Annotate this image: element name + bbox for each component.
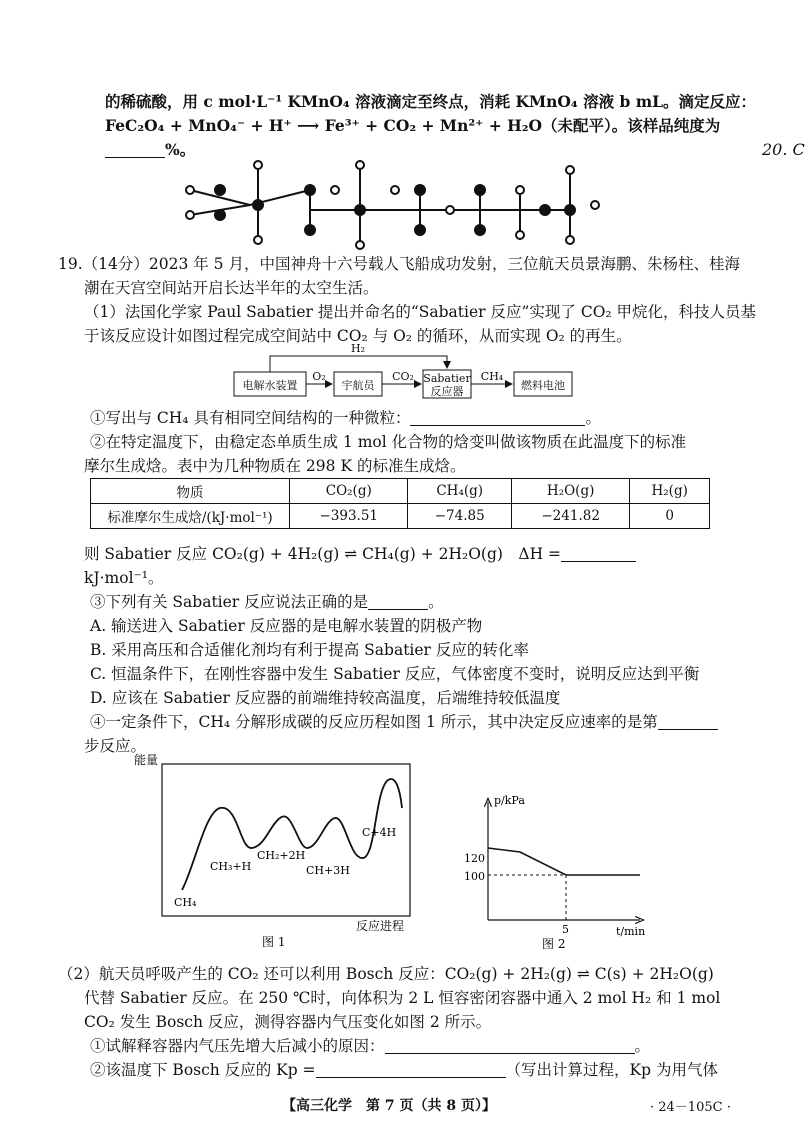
p2-q2-line [90,1060,718,1080]
fig2-xlabel: t/min [616,925,646,938]
table-header: H₂O(g) [511,479,629,504]
footer-code: · 24－105C · [650,1100,731,1115]
option-b[interactable]: B. 采用高压和合适催化剂均有利于提高 Sabatier 反应的转化率 [90,641,529,659]
top-line-2: FeC₂O₄ + MnO₄⁻ + H⁺ ⟶ Fe³⁺ + CO₂ + Mn²⁺ + H₂O（未配平）。该样品纯度为 [105,116,721,135]
flow-box-electrolysis: 电解水装置 [242,379,298,392]
fig1-label-ch3h2: CH+3H [306,864,350,877]
p2-line-2: 代替 Sabatier 反应。在 250 ℃时，向体积为 2 L 恒容密闭容器中通入 2 mol H₂ 和 1 mol [84,989,721,1007]
p2-q1-blank[interactable] [385,1037,635,1054]
flow-ch4-label: CH₄ [480,370,504,383]
pressure-curve [488,848,640,875]
table-header: CO₂(g) [290,479,408,504]
table-header: CH₄(g) [408,479,511,504]
fig1-xlabel: 反应进程 [356,919,405,933]
s1-blank[interactable] [410,409,585,426]
table-row [91,504,710,529]
top-line-3 [105,140,195,160]
s3-end: 。 [428,593,444,611]
p2-q1-end: 。 [634,1037,651,1055]
s4-text: ④一定条件下，CH₄ 分解形成碳的反应历程如图 1 所示，其中决定反应速率的是第 [90,713,658,731]
s3-blank[interactable] [368,593,428,610]
molecule-structure-image [180,160,610,250]
s2-equation-line [84,544,636,564]
s4-end: 步反应。 [84,737,147,755]
top-line-1: 的稀硫酸，用 c mol·L⁻¹ KMnO₄ 溶液滴定至终点，消耗 KMnO₄ 溶液 b mL。滴定反应： [105,92,757,111]
s4-line [90,712,718,732]
flow-box-sabatier-1: Sabatier [423,372,471,385]
enthalpy-table [90,478,710,529]
option-a[interactable]: A. 输送进入 Sabatier 反应器的是电解水装置的阴极产物 [90,617,483,635]
q19-p1-line-2: 于该反应设计如图过程完成空间站中 CO₂ 与 O₂ 的循环，从而实现 O₂ 的再生。 [84,327,632,345]
flow-box-sabatier-2: 反应器 [430,385,464,398]
table-cell: 0 [630,504,710,529]
flow-box-fuel-cell: 燃料电池 [521,379,565,392]
s3-line [90,592,444,612]
flow-h2-label: H₂ [350,342,366,355]
dh-blank[interactable] [561,545,636,562]
s3-text: ③下列有关 Sabatier 反应说法正确的是 [90,593,369,611]
margin-note: 20. C [762,140,805,159]
option-c[interactable]: C. 恒温条件下，在刚性容器中发生 Sabatier 反应，气体密度不变时，说明反应达到平衡 [90,665,700,683]
figure-2 [460,790,660,950]
fig2-caption: 图 2 [542,937,566,951]
fig2-xtick-5: 5 [562,923,569,936]
fig1-label-c4h: C+4H [362,826,397,839]
footer-page: 【高三化学 第 7 页（共 8 页）】 [282,1098,496,1114]
flow-co2-label: CO₂ [392,370,414,383]
fig1-caption: 图 1 [262,935,286,949]
p2-q2-text: ②该温度下 Bosch 反应的 Kp = [90,1061,316,1079]
fig2-ylabel: p/kPa [494,794,525,807]
q19-header-2: 潮在天宫空间站开启长达半年的太空生活。 [84,279,379,297]
flow-diagram [228,340,578,404]
figure-1 [130,750,430,950]
table-header-row [91,479,710,504]
s1-text: ①写出与 CH₄ 具有相同空间结构的一种微粒： [90,409,411,427]
flow-o2-label: O₂ [312,370,326,383]
s2-line-2: 摩尔生成焓。表中为几种物质在 298 K 的标准生成焓。 [84,457,466,475]
percent-suffix: %。 [165,140,196,159]
s2-unit: kJ·mol⁻¹。 [84,569,164,587]
s1-end: 。 [585,409,601,427]
option-d[interactable]: D. 应该在 Sabatier 反应器的前端维持较高温度，后端维持较低温度 [90,689,561,707]
p2-q1-line [90,1036,650,1056]
s2-line-1: ②在特定温度下，由稳定态单质生成 1 mol 化合物的焓变叫做该物质在此温度下的标准 [90,433,687,451]
fig2-ytick-120: 120 [464,852,485,865]
table-cell: −241.82 [511,504,629,529]
table-row-label: 标准摩尔生成焓/(kJ·mol⁻¹) [91,504,290,529]
q19-header-1: 19.（14分）2023 年 5 月，中国神舟十六号载人飞船成功发射，三位航天员景海鹏、朱杨柱、桂海 [58,255,740,273]
q19-p1-line-1: （1）法国化学家 Paul Sabatier 提出并命名的“Sabatier 反应”实现了 CO₂ 甲烷化，科技人员基 [84,303,757,321]
p2-line-1: （2）航天员呼吸产生的 CO₂ 还可以利用 Bosch 反应：CO₂(g) + 2H₂(g) ⇌ C(s) + 2H₂O(g) [58,965,714,983]
flow-box-astronaut: 宇航员 [341,379,375,392]
fig1-label-ch3h: CH₃+H [210,860,252,873]
table-header: H₂(g) [630,479,710,504]
p2-q2-blank[interactable] [316,1061,506,1078]
table-cell: −74.85 [408,504,511,529]
p2-line-3: CO₂ 发生 Bosch 反应，测得容器内气压变化如图 2 所示。 [84,1013,492,1031]
fig2-ytick-100: 100 [464,870,485,883]
purity-blank[interactable] [105,141,165,158]
p2-q1-text: ①试解释容器内气压先增大后减小的原因： [90,1037,385,1055]
table-cell: −393.51 [290,504,408,529]
s4-blank[interactable] [658,713,718,730]
fig1-label-ch4: CH₄ [174,896,197,909]
p2-q2-end: （写出计算过程，Kp 为用气体 [505,1061,718,1079]
table-header: 物质 [91,479,290,504]
fig1-label-ch22h: CH₂+2H [257,849,306,862]
s1-line [90,408,601,428]
fig1-ylabel: 能量 [134,753,159,767]
s2-equation: 则 Sabatier 反应 CO₂(g) + 4H₂(g) ⇌ CH₄(g) + 2H₂O(g) ΔH = [84,545,562,563]
